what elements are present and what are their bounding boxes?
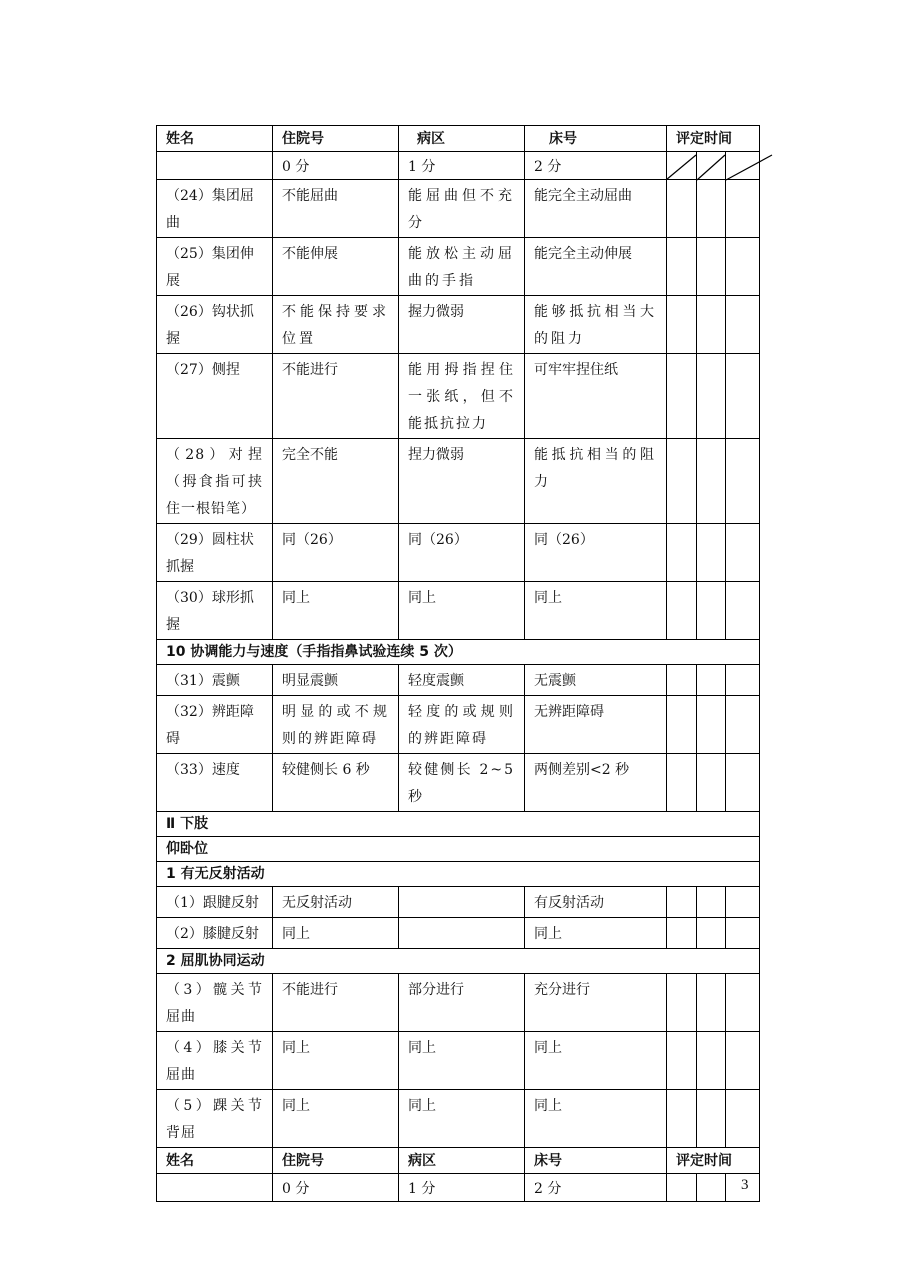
table-row: （27）侧捏 不能进行 能用拇指捏住一张纸，但不能抵抗拉力 可牢牢捏住纸 xyxy=(157,354,760,439)
table-row: （24）集团屈曲 不能屈曲 能屈曲但不充分 能完全主动屈曲 xyxy=(157,180,760,238)
diagonal-slashes xyxy=(660,150,780,185)
score-2: 2 分 xyxy=(525,152,667,180)
section-lower-limb: Ⅱ 下肢 xyxy=(157,812,760,837)
table-row: （26）钩状抓握 不能保持要求位置 握力微弱 能够抵抗相当大的阻力 xyxy=(157,296,760,354)
table-row: （5）踝关节背屈 同上 同上 同上 xyxy=(157,1090,760,1148)
table-row: （30）球形抓握 同上 同上 同上 xyxy=(157,582,760,640)
header-bed: 床号 xyxy=(525,1148,667,1174)
section-flexor: 2 屈肌协同运动 xyxy=(157,949,760,974)
table-row: （1）跟腱反射 无反射活动 有反射活动 xyxy=(157,887,760,918)
table-row: （32）辨距障碍 明显的或不规则的辨距障碍 轻度的或规则的辨距障碍 无辨距障碍 xyxy=(157,696,760,754)
table-row: （2）膝腱反射 同上 同上 xyxy=(157,918,760,949)
score-0: 0 分 xyxy=(273,1174,399,1202)
table-row: （28）对捏（拇食指可挟住一根铅笔） 完全不能 捏力微弱 能抵抗相当的阻力 xyxy=(157,439,760,524)
header-row xyxy=(157,126,760,152)
table-row: （4）膝关节屈曲 同上 同上 同上 xyxy=(157,1032,760,1090)
section-row xyxy=(157,640,760,665)
header-bed: 床号 xyxy=(525,126,667,152)
section-row xyxy=(157,812,760,837)
assessment-table xyxy=(156,125,760,1202)
score-0: 0 分 xyxy=(273,152,399,180)
section-row xyxy=(157,949,760,974)
section-coordination: 10 协调能力与速度（手指指鼻试验连续 5 次） xyxy=(157,640,760,665)
diagonal-slash xyxy=(666,155,696,180)
score-1: 1 分 xyxy=(399,1174,525,1202)
header-name: 姓名 xyxy=(157,1148,273,1174)
section-row xyxy=(157,837,760,862)
table-row: （3）髋关节屈曲 不能进行 部分进行 充分进行 xyxy=(157,974,760,1032)
header-ward: 病区 xyxy=(399,126,525,152)
table-row: （33）速度 较健侧长 6 秒 较健侧长 2~5 秒 两侧差别<2 秒 xyxy=(157,754,760,812)
header-name: 姓名 xyxy=(157,126,273,152)
section-row xyxy=(157,862,760,887)
header-admission-no: 住院号 xyxy=(273,126,399,152)
header-eval-time: 评定时间 xyxy=(667,126,760,152)
diagonal-slash xyxy=(697,155,725,180)
section-supine: 仰卧位 xyxy=(157,837,760,862)
page-number: 3 xyxy=(741,1177,749,1193)
diagonal-slash xyxy=(726,155,772,180)
header-eval-time: 评定时间 xyxy=(667,1148,760,1174)
table-row: （31）震颤 明显震颤 轻度震颤 无震颤 xyxy=(157,665,760,696)
score-row-repeat xyxy=(157,1174,760,1202)
score-2: 2 分 xyxy=(525,1174,667,1202)
table-row: （25）集团伸展 不能伸展 能放松主动屈曲的手指 能完全主动伸展 xyxy=(157,238,760,296)
table-row: （29）圆柱状抓握 同（26） 同（26） 同（26） xyxy=(157,524,760,582)
header-row-repeat xyxy=(157,1148,760,1174)
header-ward: 病区 xyxy=(399,1148,525,1174)
header-admission-no: 住院号 xyxy=(273,1148,399,1174)
score-1: 1 分 xyxy=(399,152,525,180)
section-reflex: 1 有无反射活动 xyxy=(157,862,760,887)
